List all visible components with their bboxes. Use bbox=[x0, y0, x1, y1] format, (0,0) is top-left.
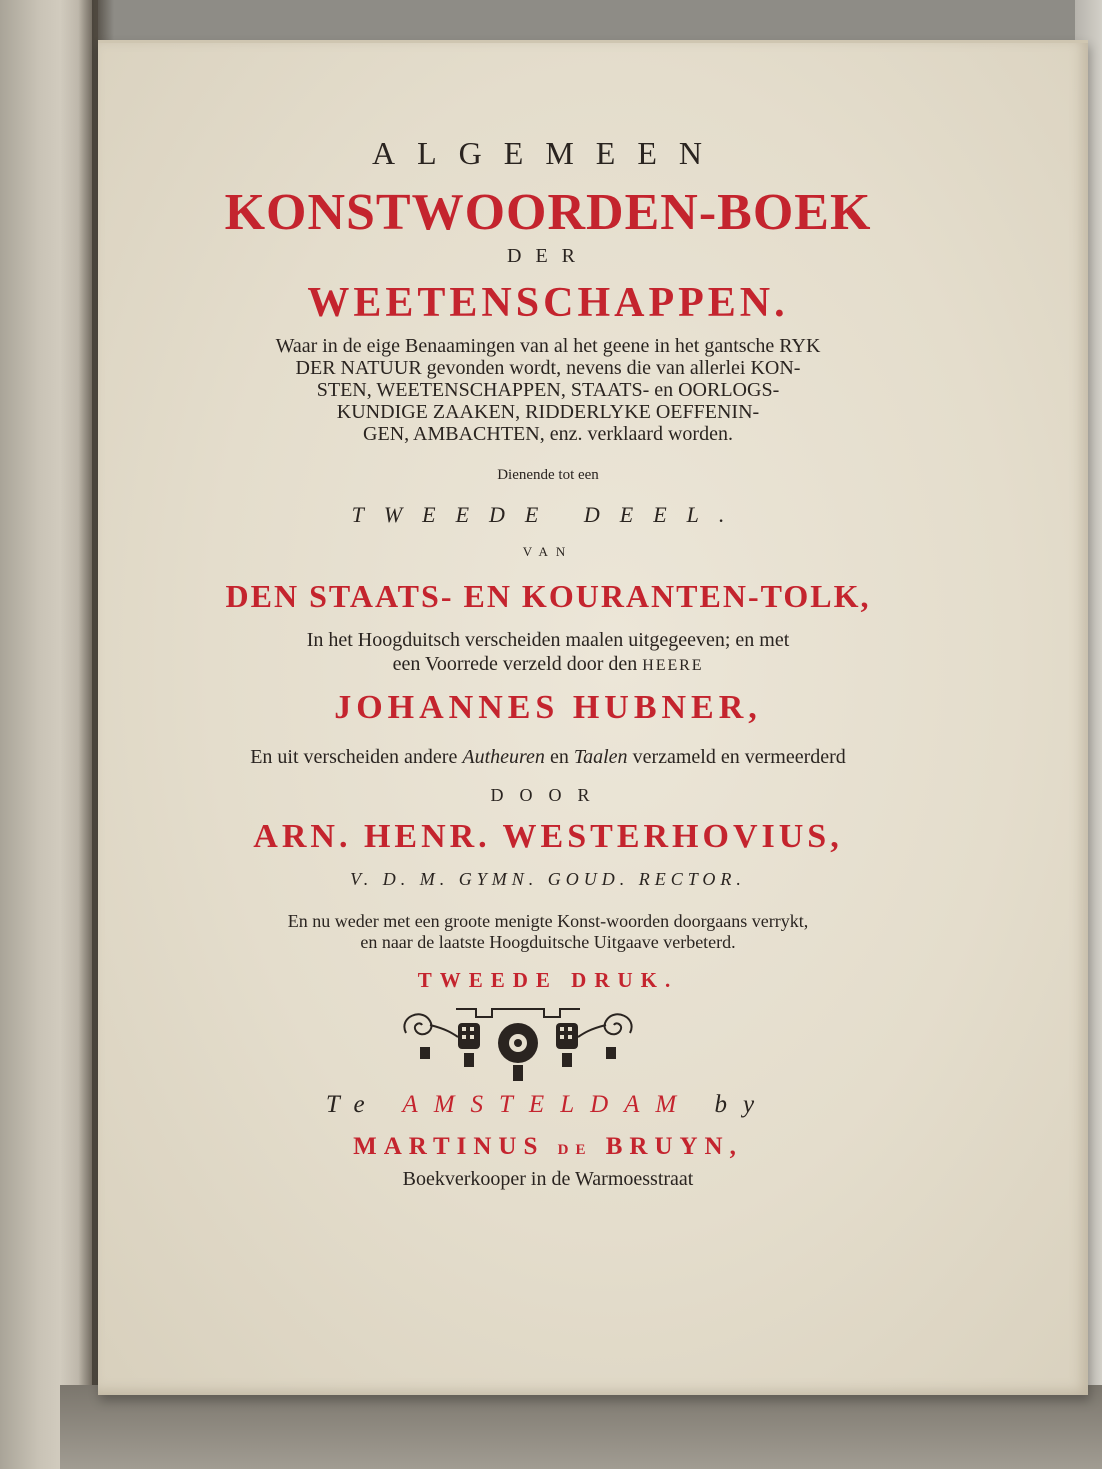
title-page bbox=[98, 40, 1088, 1395]
description-line: DER NATUUR gevonden wordt, nevens die van allerlei KON- bbox=[295, 357, 801, 379]
publisher-line bbox=[98, 1133, 998, 1161]
autheuren-text: Autheuren bbox=[462, 746, 545, 768]
title-line-der: DER bbox=[507, 245, 589, 267]
en-nu-line: En nu weder met een groote menigte Konst-woorden doorgaans verrykt, bbox=[287, 911, 809, 931]
description-line: GEN, AMBACHTEN, enz. verklaard worden. bbox=[363, 423, 733, 445]
imprint-te: Te bbox=[325, 1091, 381, 1118]
taalen-text: Taalen bbox=[573, 746, 628, 768]
en-uit-part1: En uit verscheiden andere bbox=[250, 746, 463, 768]
description-line: Waar in de eige Benaamingen van al het geene in het gantsche RYK bbox=[275, 335, 821, 357]
publisher-last: BRUYN, bbox=[605, 1133, 743, 1160]
hubner-line: JOHANNES HUBNER, bbox=[334, 689, 762, 726]
description-line: STEN, WEETENSCHAPPEN, STAATS- en OORLOGS- bbox=[316, 379, 780, 401]
printer-ornament-icon bbox=[396, 1003, 640, 1085]
title-line-algemeen: ALGEMEEN bbox=[372, 135, 724, 171]
publisher-de: DE bbox=[557, 1142, 593, 1158]
publisher-first: MARTINUS bbox=[353, 1133, 545, 1160]
left-page-edge bbox=[0, 0, 98, 1469]
door-line: DOOR bbox=[490, 785, 606, 805]
voorrede-line bbox=[98, 653, 998, 676]
en-uit-part3: verzameld en vermeerderd bbox=[627, 746, 846, 768]
title-line-weetenschappen: WEETENSCHAPPEN. bbox=[307, 280, 789, 326]
publisher-address-line: Boekverkooper in de Warmoesstraat bbox=[402, 1168, 694, 1190]
description-line: KUNDIGE ZAAKEN, RIDDERLYKE OEFFENIN- bbox=[336, 401, 760, 423]
van-line: VAN bbox=[522, 544, 574, 559]
book-board-bottom bbox=[60, 1385, 1102, 1469]
imprint-by: by bbox=[714, 1091, 771, 1118]
hoogduitsch-line: In het Hoogduitsch verscheiden maalen uitgegeeven; en met bbox=[306, 629, 790, 651]
voorrede-text: een Voorrede verzeld door den bbox=[392, 653, 638, 675]
en-uit-line bbox=[98, 746, 998, 769]
uitgaave-line: en naar de laatste Hoogduitsche Uitgaave verbeterd. bbox=[360, 932, 736, 952]
heere-text: HEERE bbox=[642, 657, 704, 674]
dienende-line: Dienende tot een bbox=[497, 467, 599, 483]
imprint-city: AMSTELDAM bbox=[402, 1091, 693, 1118]
author-line: ARN. HENR. WESTERHOVIUS, bbox=[253, 818, 843, 855]
staats-kouranten-tolk-line: DEN STAATS- EN KOURANTEN-TOLK, bbox=[225, 578, 871, 614]
title-line-konstwoordenboek: KONSTWOORDEN-BOEK bbox=[224, 184, 872, 241]
rector-line: V. D. M. GYMN. GOUD. RECTOR. bbox=[350, 869, 746, 889]
edition-line: TWEEDE DRUK. bbox=[417, 968, 679, 992]
en-uit-part2: en bbox=[544, 746, 574, 768]
imprint-city-line bbox=[98, 1091, 998, 1119]
tweede-deel-line: TWEEDE DEEL. bbox=[351, 502, 745, 527]
